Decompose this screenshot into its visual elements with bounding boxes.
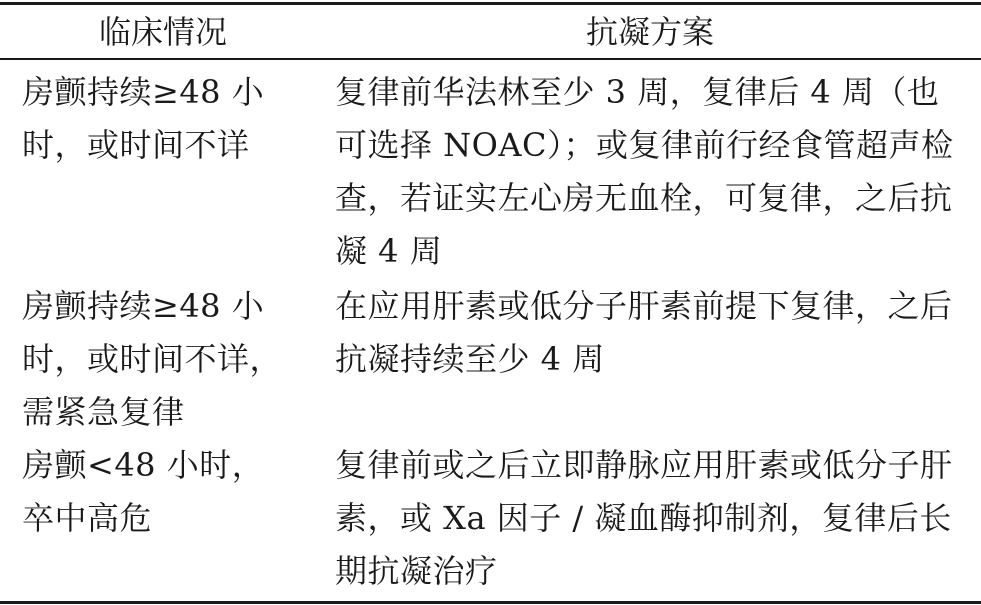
header-condition: 临床情况: [98, 13, 227, 51]
row-3-condition: 房颤<48 小时，卒中高危: [22, 446, 265, 537]
row-1-condition: 房颤持续≥48 小时，或时间不详: [22, 73, 265, 164]
header-scheme: 抗凝方案: [585, 13, 714, 51]
row-1-scheme: 复律前华法林至少 3 周，复律后 4 周（也可选择 NOAC）；或复律前行经食管超声检查，若证实左心房无血栓，可复律，之后抗凝 4 周: [335, 73, 954, 270]
table-top-rule: [0, 2, 981, 5]
table-header-rule: [0, 58, 981, 60]
row-3-scheme: 复律前或之后立即静脉应用肝素或低分子肝素，或 Xa 因子 / 凝血酶抑制剂，复律后长期抗凝治疗: [335, 446, 953, 590]
row-2-scheme: 在应用肝素或低分子肝素前提下复律，之后抗凝持续至少 4 周: [335, 287, 953, 378]
table-bottom-rule: [0, 601, 981, 604]
row-2-condition: 房颤持续≥48 小时，或时间不详，需紧急复律: [22, 287, 283, 431]
